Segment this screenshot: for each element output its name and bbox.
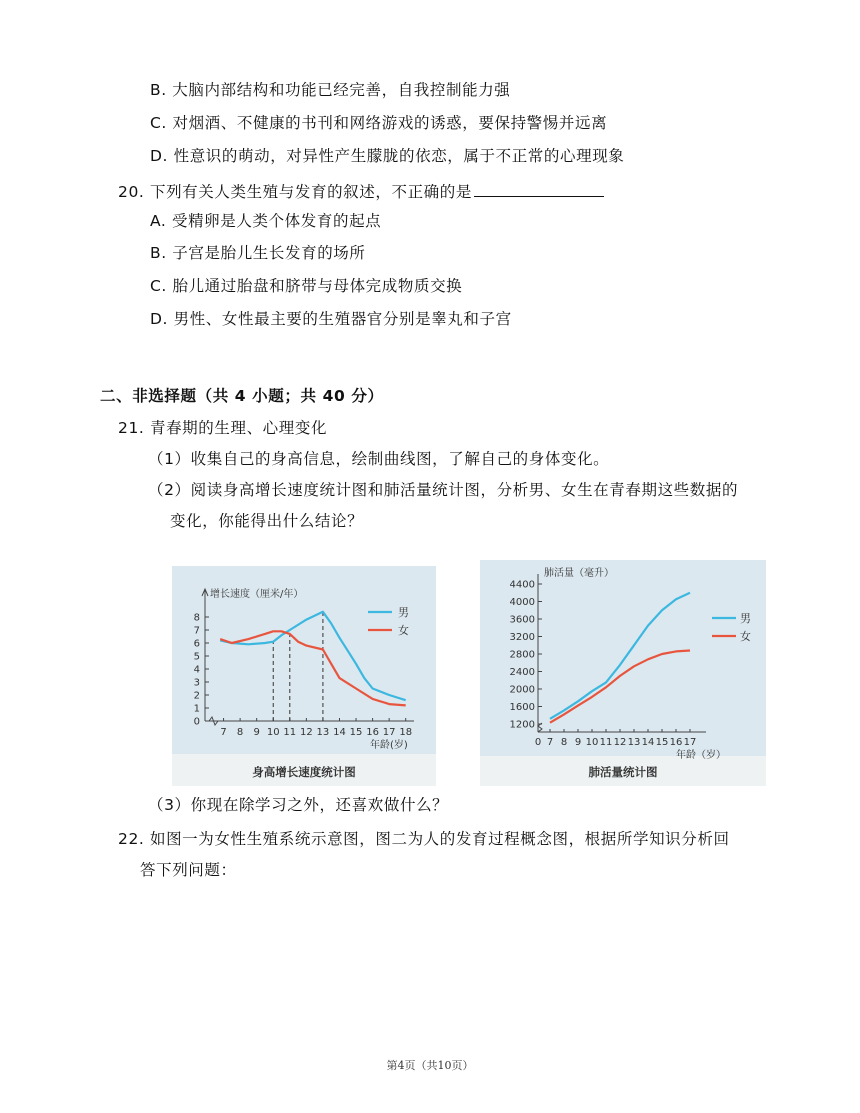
y-axis-label: 肺活量（毫升） (544, 568, 614, 579)
lung-capacity-chart (480, 560, 766, 786)
q20-option-c: C. 胎儿通过胎盘和脐带与母体完成物质交换 (150, 277, 463, 295)
y-tick-label: 2800 (509, 649, 535, 661)
q20-option-d: D. 男性、女性最主要的生殖器官分别是睾丸和子宫 (150, 310, 512, 328)
y-tick-label: 4400 (509, 579, 535, 591)
q20-stem (118, 180, 604, 202)
y-tick-label: 2 (193, 690, 200, 702)
x-tick-label: 15 (349, 727, 363, 738)
x-tick-label: 7 (220, 727, 227, 738)
x-tick-label: 9 (253, 727, 260, 738)
section-title: 二、非选择题（共 4 小题；共 40 分） (100, 387, 384, 405)
q21-stem: 21. 青春期的生理、心理变化 (118, 419, 328, 437)
q20-option-a: A. 受精卵是人类个体发育的起点 (150, 212, 382, 230)
y-tick-label: 4000 (509, 597, 535, 608)
y-axis-label: 增长速度（厘米/年） (210, 589, 304, 600)
q21-sub1: （1）收集自己的身高信息，绘制曲线图，了解自己的身体变化。 (148, 450, 610, 468)
x-tick-label: 18 (399, 727, 413, 738)
x-tick-label: 9 (574, 737, 582, 748)
q20-stem-text: 20. 下列有关人类生殖与发育的叙述，不正确的是 (118, 183, 472, 201)
y-tick-label: 3600 (509, 614, 535, 626)
q20-option-b: B. 子宫是胎儿生长发育的场所 (150, 244, 366, 262)
y-tick-label: 6 (193, 638, 200, 650)
q21-sub2-line2: 变化，你能得出什么结论？ (170, 512, 364, 530)
x-tick-label: 11 (283, 727, 297, 738)
page-footer: 第4页（共10页） (386, 1059, 474, 1072)
x-axis-label: 年龄(岁) (370, 740, 408, 751)
x-tick-label: 7 (546, 737, 554, 748)
q22-line1: 22. 如图一为女性生殖系统示意图，图二为人的发育过程概念图，根据所学知识分析回 (118, 830, 730, 848)
y-tick-label: 3200 (509, 632, 535, 643)
x-tick-label: 15 (655, 737, 669, 748)
y-tick-label: 5 (193, 651, 200, 663)
y-tick-label: 2400 (509, 667, 535, 678)
x-tick-label: 12 (613, 737, 627, 748)
q22-line2: 答下列问题： (140, 861, 237, 879)
q21-sub3: （3）你现在除学习之外，还喜欢做什么？ (148, 796, 449, 814)
y-tick-label: 3 (193, 677, 200, 689)
height-growth-chart (172, 566, 436, 786)
x-tick-label: 17 (683, 737, 697, 748)
x-tick-label: 12 (299, 727, 313, 738)
q19-option-d: D. 性意识的萌动，对异性产生朦胧的依恋，属于不正常的心理现象 (150, 147, 625, 165)
x-tick-label: 17 (382, 727, 396, 738)
legend-label: 男 (398, 606, 409, 619)
legend-label: 女 (398, 624, 409, 637)
x-tick-label: 13 (627, 737, 641, 748)
x-tick-label: 11 (599, 737, 613, 748)
y-tick-label: 2000 (509, 684, 535, 696)
x-tick-label: 10 (266, 727, 280, 738)
y-tick-label: 1 (193, 703, 200, 715)
answer-blank[interactable] (474, 180, 604, 197)
y-tick-label: 4 (193, 664, 200, 676)
q19-option-c: C. 对烟酒、不健康的书刊和网络游戏的诱惑，要保持警惕并远离 (150, 114, 608, 132)
y-tick-label: 1200 (509, 719, 535, 731)
legend-label: 女 (740, 630, 751, 643)
q19-option-b: B. 大脑内部结构和功能已经完善，自我控制能力强 (150, 81, 511, 99)
lung-capacity-chart-svg (480, 560, 766, 786)
x-tick-label: 8 (236, 727, 244, 738)
x-tick-label: 13 (316, 727, 330, 738)
chart-caption: 身高增长速度统计图 (252, 765, 356, 779)
x-tick-label: 10 (585, 737, 599, 748)
y-tick-label: 1600 (509, 702, 535, 713)
x-axis-label: 年龄（岁） (676, 750, 726, 761)
x-tick-label: 16 (366, 727, 379, 738)
x-tick-label: 0 (534, 737, 542, 748)
x-tick-label: 8 (560, 737, 568, 748)
height-growth-chart-svg (172, 566, 436, 786)
y-tick-label: 7 (193, 625, 200, 637)
y-tick-label: 0 (193, 716, 200, 728)
x-tick-label: 14 (641, 737, 655, 748)
legend-label: 男 (740, 612, 751, 625)
q21-sub2-line1: （2）阅读身高增长速度统计图和肺活量统计图，分析男、女生在青春期这些数据的 (148, 481, 739, 499)
chart-caption: 肺活量统计图 (588, 765, 658, 779)
y-tick-label: 8 (193, 612, 200, 624)
x-tick-label: 16 (669, 737, 683, 748)
x-tick-label: 14 (333, 727, 346, 738)
